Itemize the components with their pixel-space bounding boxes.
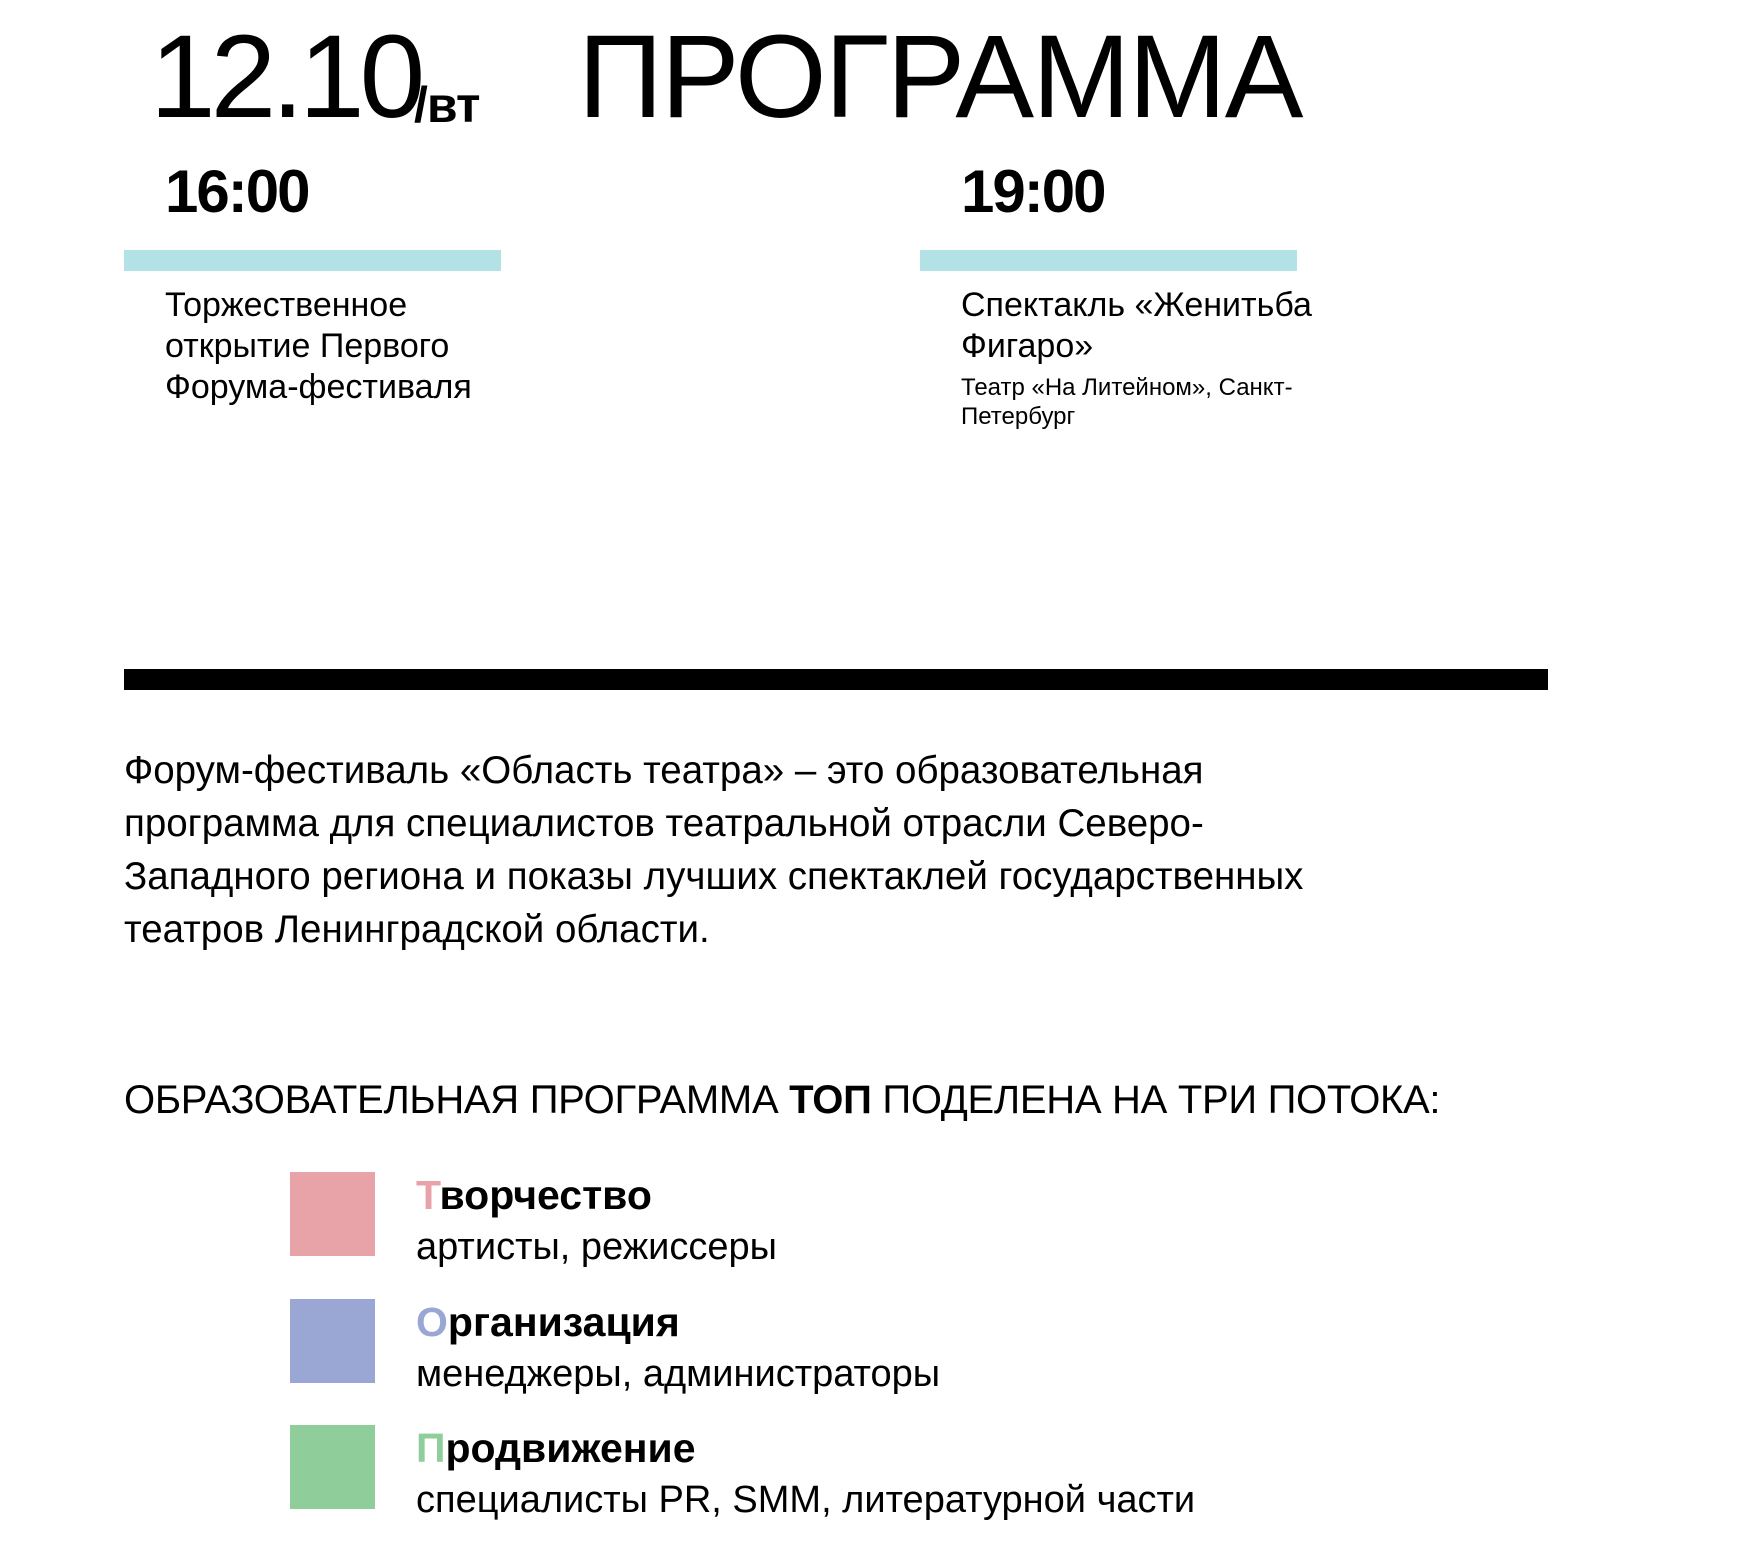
stream-initial: Т	[416, 1172, 440, 1218]
stream-item	[290, 1172, 1290, 1268]
stream-name	[416, 1299, 680, 1346]
stream-name	[416, 1425, 696, 1472]
streams-heading	[124, 1080, 1440, 1120]
stream-name-rest: родвижение	[445, 1425, 696, 1471]
stream-item	[290, 1299, 1290, 1395]
stream-audience: артисты, режиссеры	[416, 1226, 777, 1268]
stream-color-swatch	[290, 1425, 375, 1509]
streams-heading-text: ПОДЕЛЕНА НА ТРИ ПОТОКА:	[871, 1078, 1441, 1122]
section-divider	[124, 669, 1548, 690]
stream-color-swatch	[290, 1299, 375, 1383]
program-weekday: /вт	[414, 77, 480, 133]
stream-name-rest: ворчество	[439, 1172, 652, 1218]
event-venue: Театр «На Литейном», Санкт-Петербург	[961, 374, 1293, 430]
event-accent-bar	[920, 250, 1297, 271]
stream-audience: специалисты PR, SMM, литературной части	[416, 1479, 1196, 1521]
stream-name-rest: рганизация	[447, 1299, 680, 1345]
stream-initial: О	[416, 1299, 448, 1345]
program-date: 12.10	[150, 11, 421, 143]
streams-heading-text: ОБРАЗОВАТЕЛЬНАЯ ПРОГРАММА	[124, 1078, 790, 1122]
event-time: 19:00	[961, 158, 1105, 225]
streams-heading-acronym: ТОП	[789, 1078, 872, 1122]
stream-initial: П	[416, 1425, 446, 1471]
stream-color-swatch	[290, 1172, 375, 1256]
stream-item	[290, 1425, 1290, 1521]
event-time: 16:00	[165, 158, 309, 225]
page-title: ПРОГРАММА	[578, 11, 1302, 143]
stream-audience: менеджеры, администраторы	[416, 1353, 941, 1395]
forum-description: Форум-фестиваль «Область театра» – это образовательная программа для специалистов театральной отрасли Северо-Западного региона и показы лучших спектаклей государственных театров Ленинградской области.	[124, 749, 1304, 951]
event-title: Спектакль «Женитьба Фигаро»	[961, 286, 1312, 365]
event-accent-bar	[124, 250, 501, 271]
stream-name	[416, 1172, 652, 1219]
event-title: Торжественное открытие Первого Форума-фестиваля	[165, 286, 472, 406]
